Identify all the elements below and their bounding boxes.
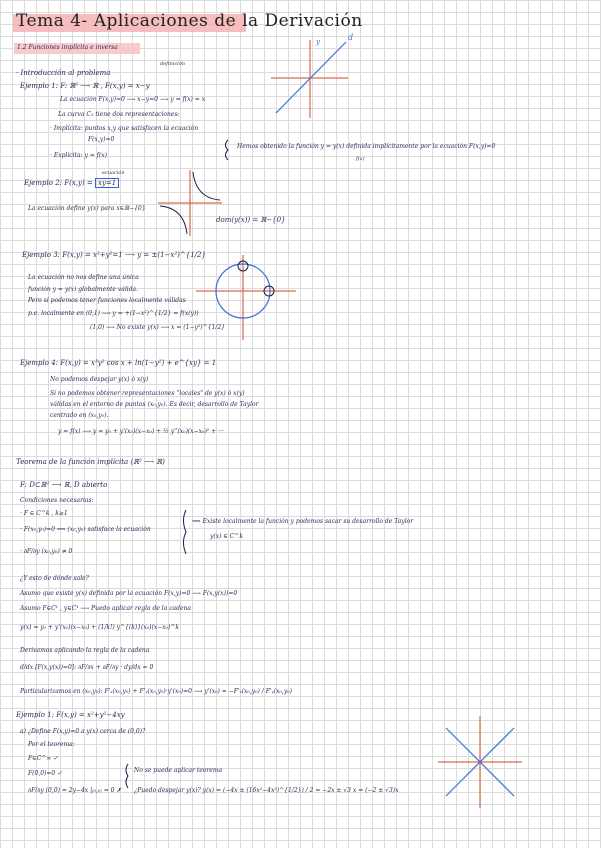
section-title: 1.2 Funciones implícita e inversa (17, 44, 118, 51)
graph-two-lines (438, 716, 522, 808)
example-4-label: Ejemplo 4: F(x,y) = x³y² cos x + ln(1−y²) + e^{xy} = 1 (20, 359, 217, 367)
theorem-cond-2: · F(x₀,y₀)=0 ⟺ (x₀,y₀) satisface la ecuación (20, 526, 151, 533)
example-1-line-6: · Explícita: y = f(x) (50, 152, 107, 159)
def-note: definición (160, 61, 185, 67)
graph-line-y-equals-x (271, 33, 353, 118)
example-4-line-2: Si no podemos obtener representaciones "locales" de y(x) ó x(y) (50, 390, 245, 397)
example-1-label: Ejemplo 1: F: ℝ² ⟶ ℝ , F(x,y) = x−y (20, 82, 150, 90)
graph1-d-label: d (348, 33, 354, 42)
example-1b-result-1: No se puede aplicar teorema (134, 767, 223, 774)
theorem-result-2: y(x) ∈ C^k (210, 533, 243, 540)
example-4-line-5: y = f(x) ⟶ y = y₀ + y'(x₀)(x−x₀) + ½ y''(x₀)(x−x₀)² + ··· (58, 428, 224, 435)
example-1b-line-5: ∂F/∂y (0,0) = 2y−4x |₍₀,₀₎ = 0 ✗ (28, 787, 122, 794)
graph-circle (196, 255, 296, 340)
graph2-branch-right (193, 172, 220, 200)
brace-note: Hemos obtenido la función y = y(x) definida implícitamente por la ecuación F(x,y)=0 (237, 143, 496, 150)
theorem-cond-3: · ∂F/∂y (x₀,y₀) ≠ 0 (20, 548, 73, 555)
example-3-line-5: (1,0) ⟶ No existe y(x) ⟶ x = (1−y²)^{1/2} (90, 324, 225, 331)
example-1-line-2: La ecuación F(x,y)=0 ⟶ x−y=0 ⟶ y = f(x) = x (60, 96, 206, 103)
theorem-heading: Teorema de la función implícita (ℝ² ⟶ ℝ) (16, 458, 165, 466)
example-3-line-4: p.e. localmente en (0,1) ⟶ y = +(1−x²)^{1/2} = f(x(y)) (28, 310, 199, 317)
theorem-line-1: F: D⊂ℝ² ⟶ ℝ, D abierto (20, 481, 108, 489)
example-1-line-3: La curva C₁ tiene dos representaciones: (58, 111, 180, 118)
intro-heading: · Introducción al problema (16, 69, 111, 77)
brace-example-1b (126, 764, 128, 788)
example-3-label: Ejemplo 3: F(x,y) = x²+y²=1 ⟶ y = ±(1−x²)^{1/2} (22, 251, 206, 259)
example-1b-line-4: F(0,0)=0 ✓ (28, 770, 63, 777)
theorem-result: ⟹ Existe localmente la función y podemos sacar su desarrollo de Taylor (192, 518, 414, 525)
example-3-line-2: función y = y(x) globalmente válida. (28, 286, 139, 293)
example-1-line-4: · Implícita: puntos x,y que satisfacen la ecuación (50, 125, 199, 132)
derivation-line-4: Derivamos aplicando la regla de la cadena (20, 647, 150, 654)
example-1-line-5: F(x,y)=0 (88, 136, 115, 143)
example-3-line-3: Pero sí podemos tener funciones localmente válidas (28, 297, 186, 304)
example-1b-result-2: ¿Puedo despejar y(x)? y(x) = (−4x ± (16x²−4x²)^{1/2}) / 2 = −2x ± √3 x = (−2 ± √3)x (134, 787, 399, 794)
page-title: Tema 4- Aplicaciones de la Derivación (16, 11, 363, 31)
graph1-y-label: y (316, 38, 320, 46)
example-1b-line-2: Por el teorema: (28, 741, 75, 748)
example-4-line-4: centrado en (x₀,y₀). (50, 412, 109, 419)
brace-subnote: f(x) (356, 156, 365, 162)
theorem-conditions: Condiciones necesarias: (20, 497, 94, 504)
theorem-cond-1: · F ∈ C^k , k≥1 (20, 510, 68, 517)
derivation-line-5: d/dx [F(x,y(x))=0]: ∂F/∂x + ∂F/∂y · dy/dx = 0 (20, 664, 154, 671)
derivation-line-3: y(x) = y₀ + y'(x₀)(x−x₀) + (1/k!) y^{(k)}(x₀)(x−x₀)^k (20, 624, 180, 631)
example-2-note: ecuación (102, 170, 125, 176)
example-2-line-2: La ecuación define y(x) para x∈ℝ−{0} (28, 205, 146, 212)
example-2-text: Ejemplo 2: F(x,y) = (24, 179, 96, 187)
example-1b-line-3: F∈C^∞ ✓ (28, 755, 59, 762)
derivation-line-2: Asumo F∈C¹ , y∈C¹ ⟶ Puedo aplicar regla de la cadena (20, 605, 191, 612)
example-1b-line-1: a) ¿Define F(x,y)=0 a y(x) cerca de (0,0)? (20, 728, 146, 735)
example-2-boxed: xy=1 (95, 178, 119, 188)
example-4-line-3: válidas en el entorno de puntos (x₀,y₀). Es decir, desarrollo de Taylor (50, 401, 259, 408)
derivation-line-1: Asumo que existe y(x) definida por la ecuación F(x,y)=0 ⟶ F(x,y(x))=0 (20, 590, 238, 597)
derivation-question: ¿Y esto de dónde sale? (20, 575, 89, 582)
derivation-line-6: Particularizamos en (x₀,y₀): F'ₓ(x₀,y₀) + F'ᵧ(x₀,y₀)·y'(x₀)=0 ⟶ y'(x₀) = −F'ₓ(x₀,y₀) / F'ᵧ(x₀,y₀) (20, 688, 292, 695)
example-3-line-1: La ecuación no nos define una única (28, 274, 139, 281)
example-4-line-1: No podemos despejar y(x) ó x(y) (50, 376, 149, 383)
graph2-branch-left (160, 206, 187, 234)
brace-theorem (184, 510, 187, 554)
example-2-domain: dom(y(x)) = ℝ−{0} (216, 216, 286, 224)
example-1b-label: Ejemplo 1: F(x,y) = x²+y²−4xy (16, 711, 125, 719)
graph-hyperbola (158, 170, 222, 236)
brace-intro (226, 140, 229, 160)
